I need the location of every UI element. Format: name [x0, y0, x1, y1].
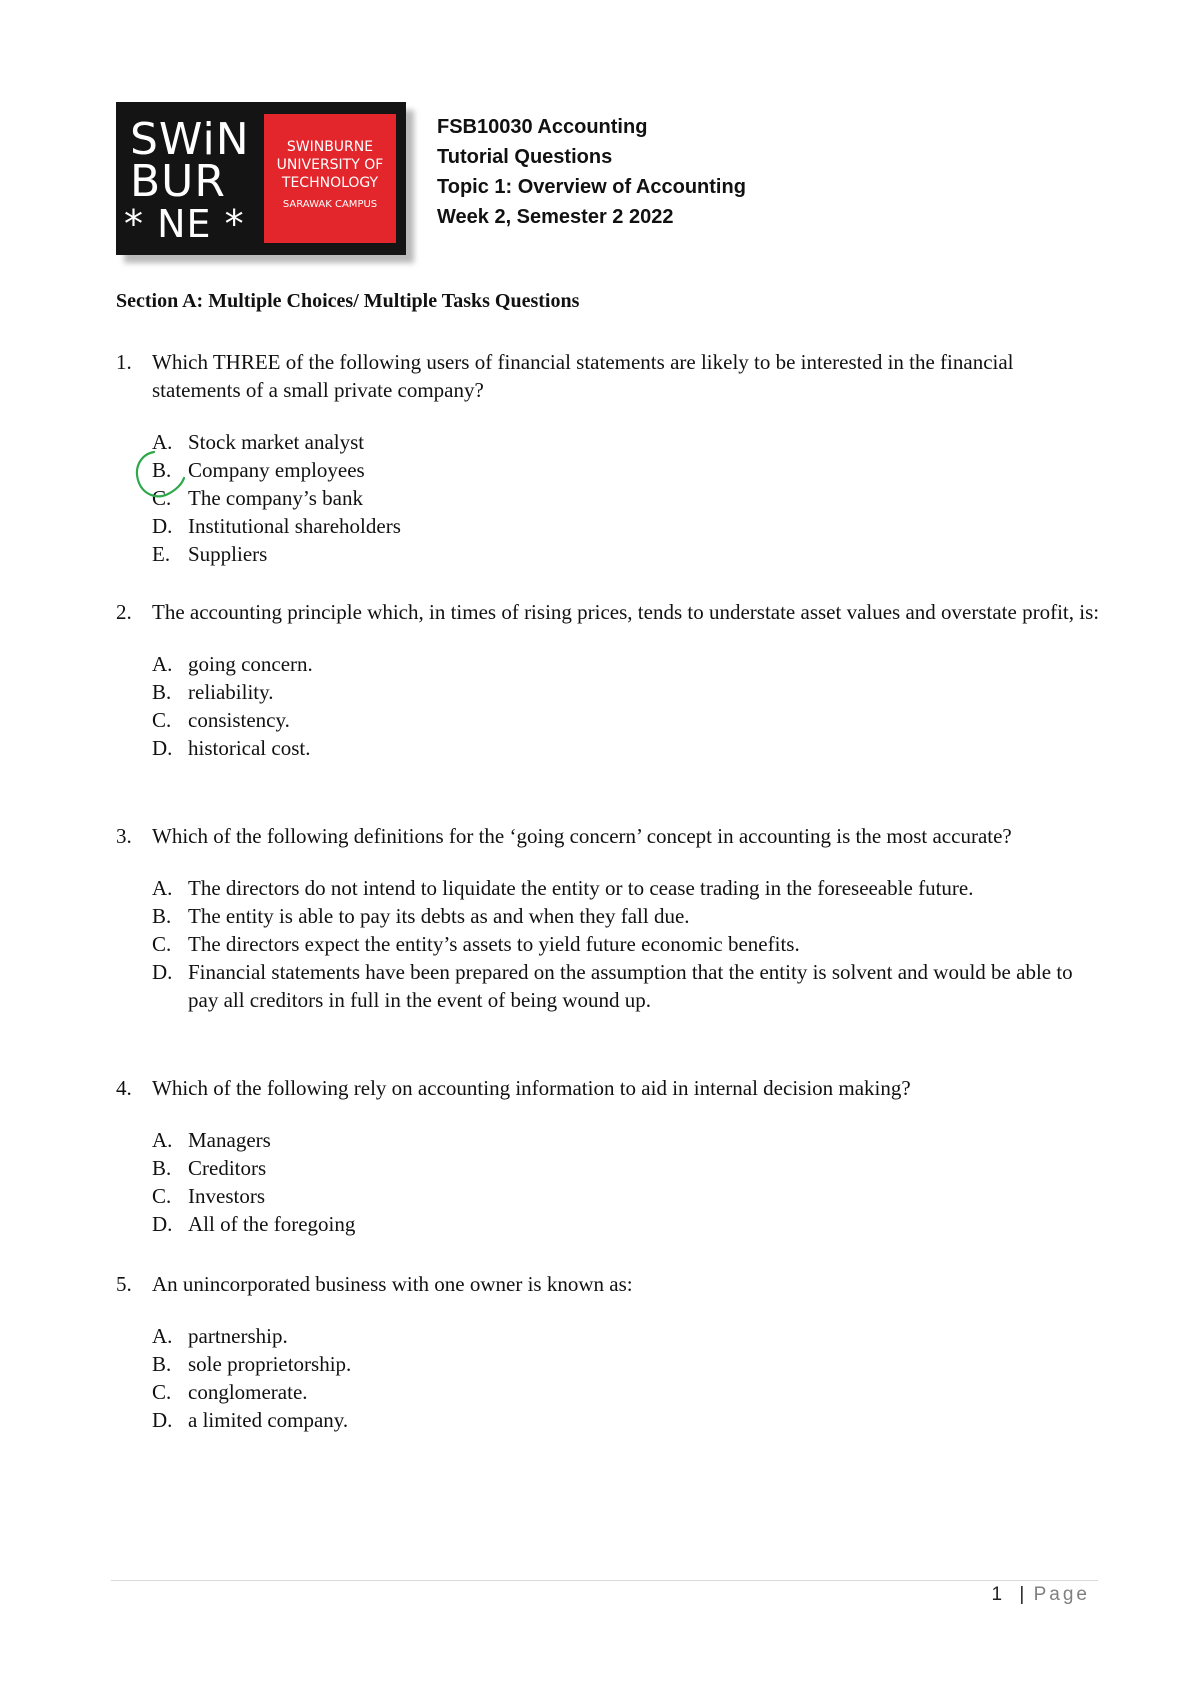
option-text: historical cost. — [188, 736, 311, 760]
option-list — [152, 874, 1106, 1014]
option-list — [152, 1126, 1106, 1238]
option-text: Financial statements have been prepared on the assumption that the entity is solvent and would be able to pay all creditors in full in the event of being wound up. — [188, 960, 1073, 1012]
option-letter: B. — [152, 458, 172, 482]
option-text: Managers — [188, 1128, 271, 1152]
option-item — [152, 902, 1106, 930]
option-letter: B. — [152, 904, 172, 928]
option-list — [152, 1322, 1106, 1434]
question-text: Which of the following definitions for the ‘going concern’ concept in accounting is the most accurate? — [152, 824, 1012, 848]
option-item — [152, 874, 1106, 902]
option-item — [152, 678, 1106, 706]
question-3 — [116, 822, 1106, 1014]
option-letter: C. — [152, 708, 172, 732]
option-item — [152, 512, 1106, 540]
document-type: Tutorial Questions — [437, 146, 613, 168]
option-text: reliability. — [188, 680, 274, 704]
option-text: going concern. — [188, 652, 313, 676]
option-item — [152, 1182, 1106, 1210]
logo-org-line2: UNIVERSITY OF — [276, 157, 384, 173]
option-text: conglomerate. — [188, 1380, 308, 1404]
option-letter: A. — [152, 430, 173, 454]
option-text: consistency. — [188, 708, 290, 732]
logo-org-line3: TECHNOLOGY — [281, 175, 379, 191]
logo-org-line1: SWINBURNE — [286, 139, 374, 155]
option-letter: E. — [152, 542, 171, 566]
option-item — [152, 1210, 1106, 1238]
option-letter: B. — [152, 680, 172, 704]
option-item — [152, 1154, 1106, 1182]
option-item — [152, 540, 1106, 568]
handwritten-circle-mark — [132, 448, 192, 508]
option-item — [152, 1322, 1106, 1350]
option-list — [152, 428, 1106, 568]
question-2 — [116, 598, 1106, 762]
option-item — [152, 428, 1106, 456]
document-header — [437, 112, 746, 232]
option-letter: A. — [152, 1324, 173, 1348]
page-footer — [992, 1584, 1090, 1606]
section-title: Section A: Multiple Choices/ Multiple Tasks Questions — [116, 290, 580, 312]
option-letter: C. — [152, 1184, 172, 1208]
option-item — [152, 1378, 1106, 1406]
option-item — [152, 930, 1106, 958]
option-letter: A. — [152, 1128, 173, 1152]
option-letter: B. — [152, 1352, 172, 1376]
option-letter: D. — [152, 514, 173, 538]
question-number: 5. — [116, 1272, 132, 1296]
topic-title: Topic 1: Overview of Accounting — [437, 176, 746, 198]
option-item — [152, 734, 1106, 762]
page-label: Page — [1033, 1584, 1090, 1605]
question-number: 4. — [116, 1076, 132, 1100]
logo-org-line4: SARAWAK CAMPUS — [282, 199, 378, 210]
option-item — [152, 958, 1106, 1014]
option-text: The directors expect the entity’s assets to yield future economic benefits. — [188, 932, 800, 956]
option-item — [152, 484, 1106, 512]
option-text: Creditors — [188, 1156, 267, 1180]
option-item — [152, 1126, 1106, 1154]
option-text: The entity is able to pay its debts as and when they fall due. — [188, 904, 690, 928]
option-item — [152, 706, 1106, 734]
option-text: a limited company. — [188, 1408, 349, 1432]
university-logo — [116, 102, 406, 255]
option-text: partnership. — [188, 1324, 288, 1348]
footer-divider — [111, 1580, 1098, 1581]
question-number: 2. — [116, 600, 132, 624]
option-text: Stock market analyst — [188, 430, 365, 454]
option-letter: D. — [152, 960, 173, 984]
option-text: Company employees — [188, 458, 365, 482]
option-item — [152, 1406, 1106, 1434]
question-text: Which THREE of the following users of financial statements are likely to be interested in the financial statements of a small private company? — [152, 350, 1014, 402]
option-text: The company’s bank — [188, 486, 363, 510]
option-item — [152, 456, 1106, 484]
option-text: Investors — [188, 1184, 265, 1208]
course-title: FSB10030 Accounting — [437, 116, 648, 138]
option-item — [152, 1350, 1106, 1378]
option-item — [152, 650, 1106, 678]
option-letter: D. — [152, 736, 173, 760]
option-letter: C. — [152, 932, 172, 956]
option-text: The directors do not intend to liquidate the entity or to cease trading in the foreseeable future. — [188, 876, 974, 900]
option-letter: B. — [152, 1156, 172, 1180]
week-semester: Week 2, Semester 2 2022 — [437, 206, 674, 228]
question-text: Which of the following rely on accounting information to aid in internal decision making? — [152, 1076, 911, 1100]
option-text: Suppliers — [188, 542, 268, 566]
page-number: 1 — [991, 1584, 1003, 1605]
option-list — [152, 650, 1106, 762]
logo-block — [116, 102, 406, 255]
logo-word-line1: SWiN — [130, 114, 250, 165]
logo-word-line3: * NE * — [124, 202, 245, 246]
option-letter: A. — [152, 652, 173, 676]
question-number: 1. — [116, 350, 132, 374]
option-letter: D. — [152, 1212, 173, 1236]
option-text: All of the foregoing — [188, 1212, 356, 1236]
option-letter: A. — [152, 876, 173, 900]
question-1 — [116, 348, 1106, 568]
page-separator: | — [1019, 1584, 1025, 1605]
option-letter: C. — [152, 486, 172, 510]
option-text: Institutional shareholders — [188, 514, 401, 538]
question-text: The accounting principle which, in times of rising prices, tends to understate asset values and overstate profit, is: — [152, 600, 1100, 624]
question-4 — [116, 1074, 1106, 1238]
option-letter: C. — [152, 1380, 172, 1404]
question-text: An unincorporated business with one owner is known as: — [152, 1272, 633, 1296]
question-5 — [116, 1270, 1106, 1434]
option-letter: D. — [152, 1408, 173, 1432]
question-number: 3. — [116, 824, 132, 848]
logo-word-line2: BUR — [130, 156, 226, 207]
option-text: sole proprietorship. — [188, 1352, 352, 1376]
